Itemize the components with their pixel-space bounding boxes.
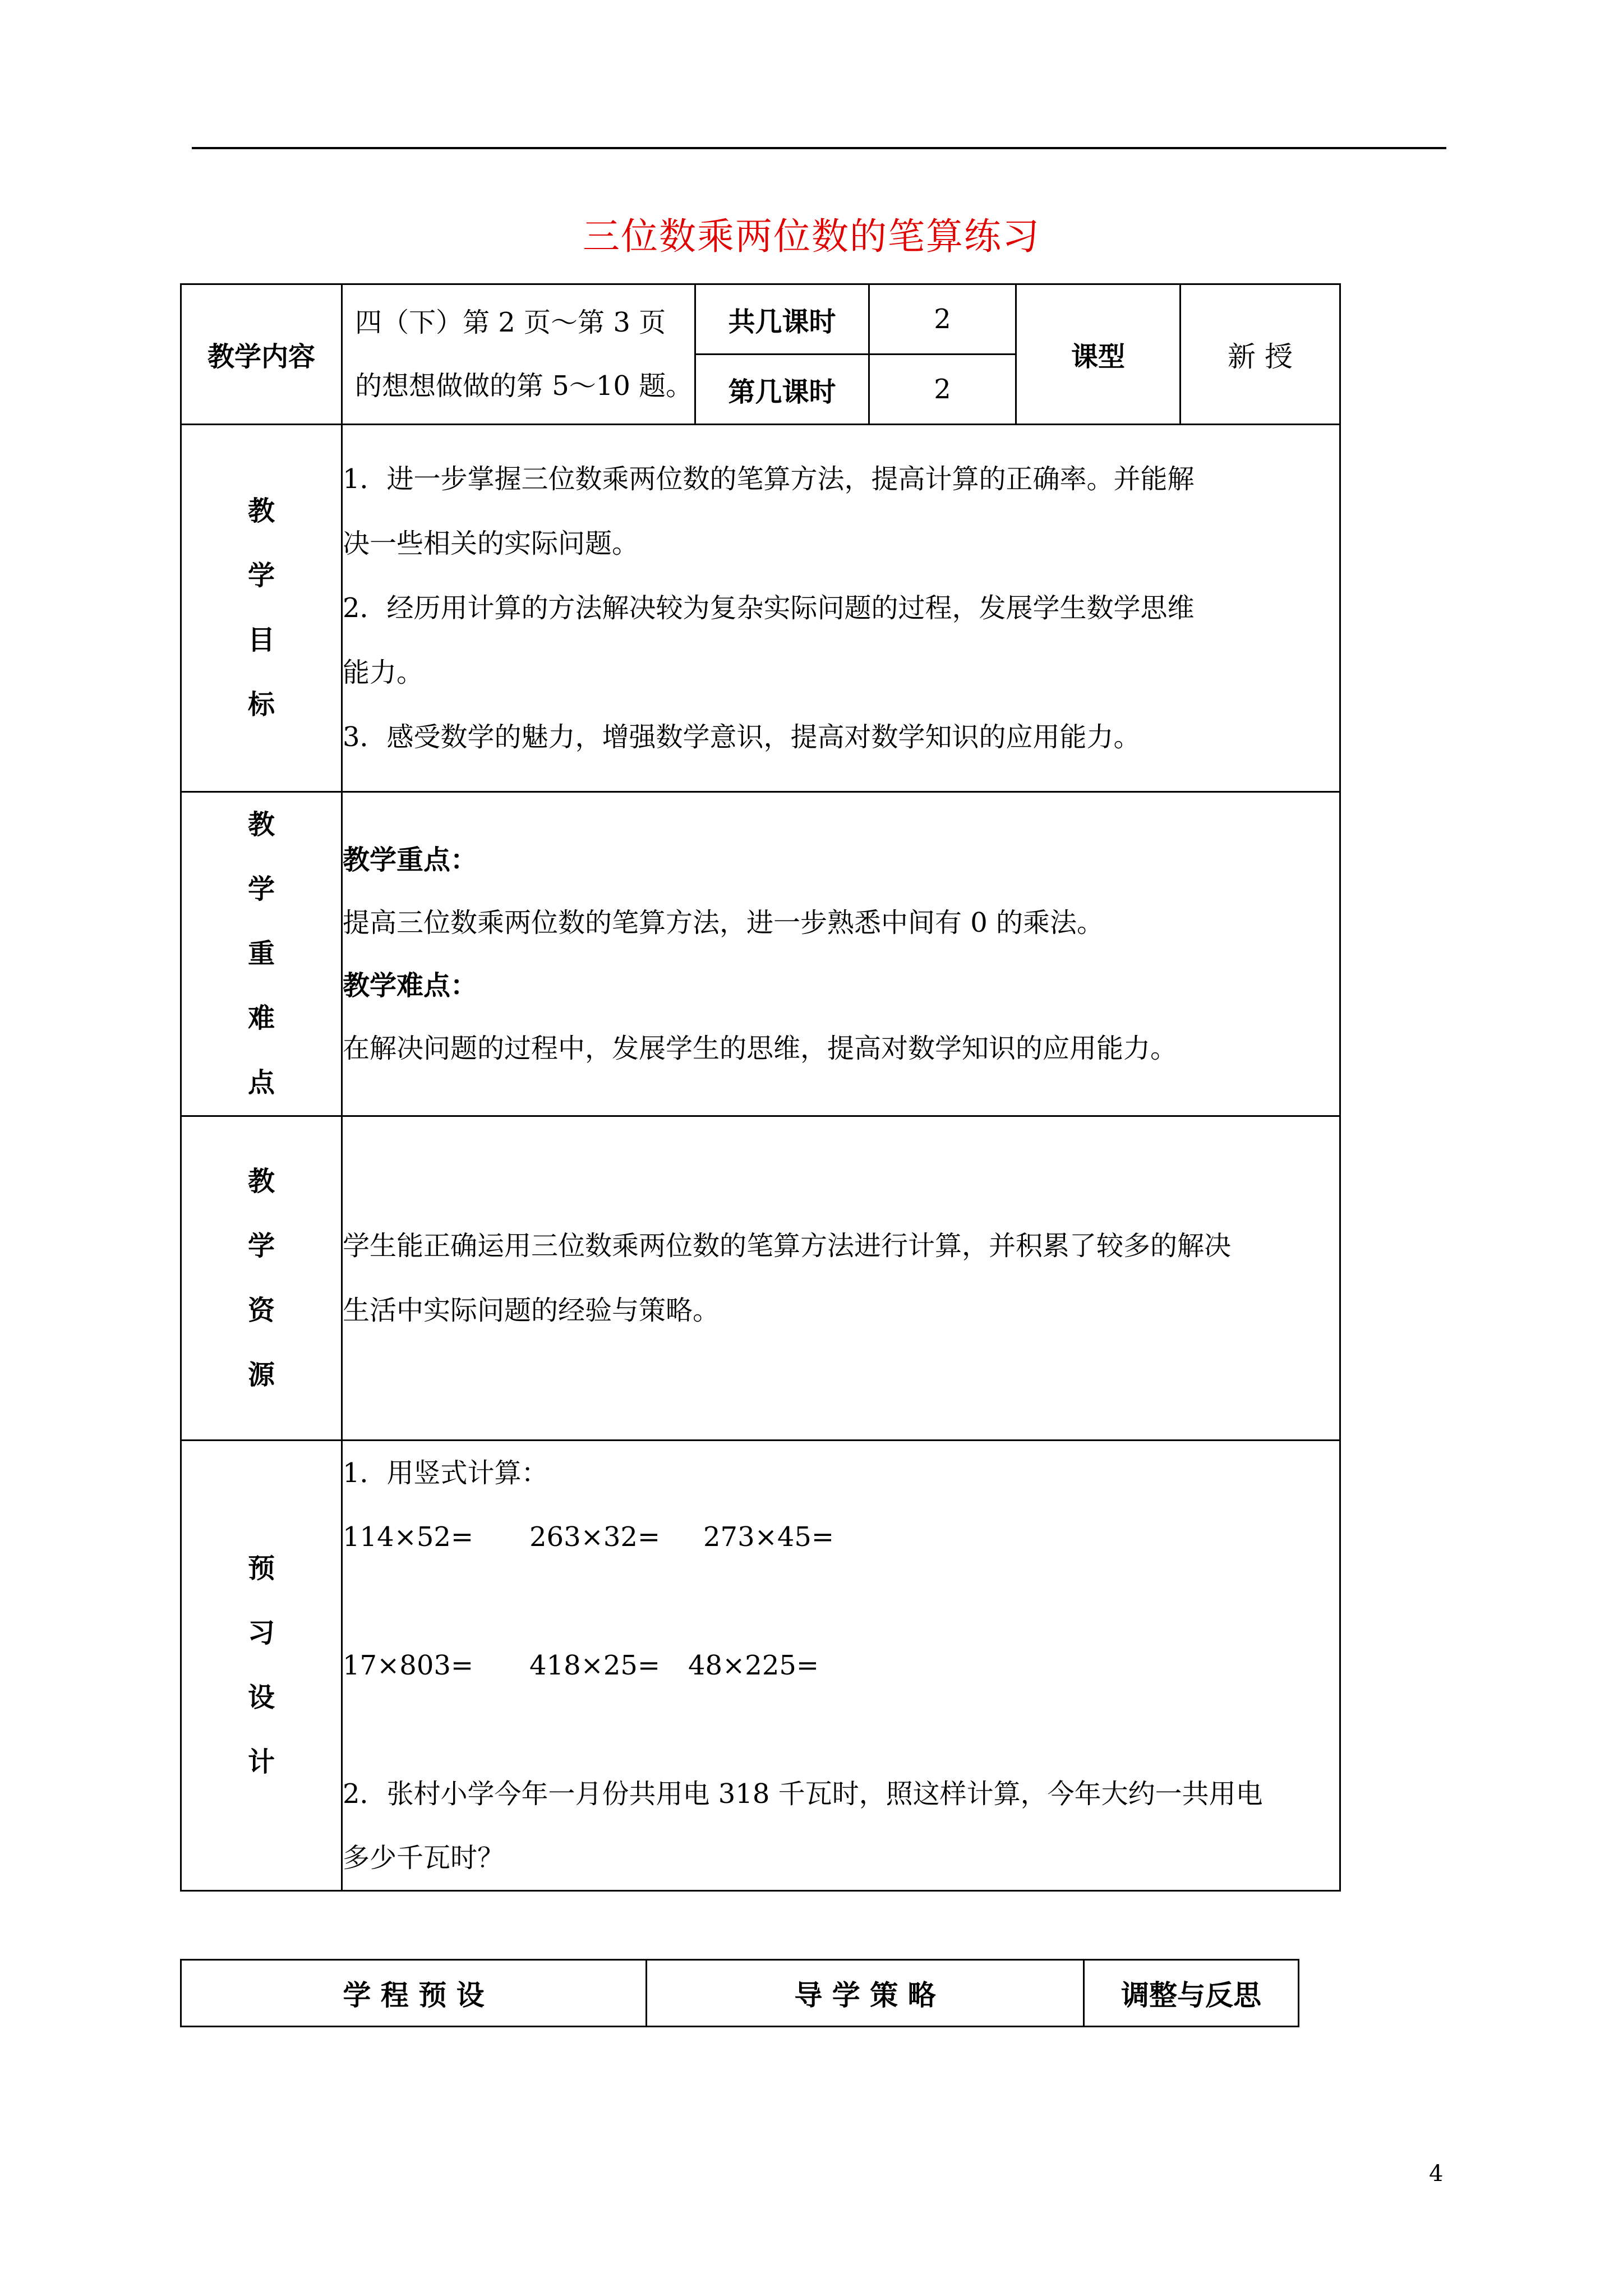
label-char: 学 — [247, 873, 275, 905]
word-problem-line: 2．张村小学今年一月份共用电 318 千瓦时，照这样计算，今年大约一共用电 — [343, 1778, 1263, 1810]
word-problem-line: 多少千瓦时？ — [343, 1842, 505, 1874]
work-space — [343, 1569, 1339, 1634]
total-lessons-label: 共几课时 — [695, 284, 869, 355]
goal-line: 决一些相关的实际问题。 — [343, 527, 639, 559]
lesson-plan-table — [180, 283, 1341, 1892]
content-text — [342, 284, 695, 425]
goal-line: 1．进一步掌握三位数乘两位数的笔算方法，提高计算的正确率。并能解 — [343, 463, 1195, 495]
exercise-item: 418×25= — [529, 1650, 661, 1681]
label-char: 难 — [247, 1002, 275, 1034]
page-number: 4 — [1429, 2161, 1444, 2187]
type-value: 新 授 — [1181, 284, 1340, 425]
content-line: 四（下）第 2 页～第 3 页 — [355, 306, 666, 338]
label-char: 教 — [247, 1165, 275, 1197]
goals-content — [342, 425, 1340, 792]
key-points-label — [181, 792, 342, 1116]
process-header-table — [180, 1959, 1299, 2027]
preview-content — [342, 1441, 1340, 1891]
key-points-content — [342, 792, 1340, 1116]
label-char: 重 — [247, 938, 275, 969]
exercise-item: 263×32= — [529, 1521, 661, 1553]
key-point-text: 提高三位数乘两位数的笔算方法，进一步熟悉中间有 0 的乘法。 — [343, 907, 1104, 938]
goal-line: 3．感受数学的魅力，增强数学意识，提高对数学知识的应用能力。 — [343, 721, 1141, 753]
resources-line: 生活中实际问题的经验与策略。 — [343, 1294, 720, 1326]
header-rule — [192, 147, 1446, 149]
key-point-heading: 教学重点： — [343, 844, 478, 876]
label-char: 预 — [247, 1553, 275, 1584]
content-line: 的想想做做的第 5～10 题。 — [355, 370, 693, 402]
page-title: 三位数乘两位数的笔算练习 — [583, 215, 1040, 258]
exercise-item: 273×45= — [703, 1521, 834, 1553]
label-char: 计 — [247, 1746, 275, 1778]
resources-label — [181, 1116, 342, 1441]
resources-line: 学生能正确运用三位数乘两位数的笔算方法进行计算，并积累了较多的解决 — [343, 1230, 1232, 1262]
label-char: 点 — [247, 1067, 275, 1098]
strategy-column-header: 导 学 策 略 — [647, 1960, 1084, 2027]
label-char: 学 — [247, 1230, 275, 1262]
label-char: 标 — [247, 689, 275, 720]
exercise-title: 1．用竖式计算： — [343, 1457, 548, 1489]
goal-line: 能力。 — [343, 656, 424, 688]
resources-content — [342, 1116, 1340, 1441]
goal-line: 2．经历用计算的方法解决较为复杂实际问题的过程，发展学生数学思维 — [343, 592, 1195, 624]
label-char: 资 — [247, 1294, 275, 1326]
label-char: 习 — [247, 1617, 275, 1649]
process-column-header: 学 程 预 设 — [181, 1960, 647, 2027]
exercise-row — [343, 1634, 1339, 1697]
label-char: 源 — [247, 1359, 275, 1391]
exercise-item: 48×225= — [688, 1650, 819, 1681]
reflection-column-header: 调整与反思 — [1084, 1960, 1299, 2027]
label-char: 目 — [247, 624, 275, 656]
exercise-item: 17×803= — [343, 1650, 474, 1681]
label-char: 设 — [247, 1682, 275, 1713]
difficult-point-text: 在解决问题的过程中，发展学生的思维，提高对数学知识的应用能力。 — [343, 1032, 1178, 1064]
lesson-number-label: 第几课时 — [695, 355, 869, 425]
lesson-number-value: 2 — [869, 355, 1016, 425]
label-char: 学 — [247, 560, 275, 591]
label-char: 教 — [247, 495, 275, 527]
goals-label — [181, 425, 342, 792]
exercise-row — [343, 1505, 1339, 1569]
exercise-item: 114×52= — [343, 1521, 474, 1553]
preview-label — [181, 1441, 342, 1891]
content-label: 教学内容 — [181, 284, 342, 425]
type-label: 课型 — [1016, 284, 1181, 425]
work-space — [343, 1697, 1339, 1762]
difficult-point-heading: 教学难点： — [343, 969, 478, 1001]
total-lessons-value: 2 — [869, 284, 1016, 355]
label-char: 教 — [247, 809, 275, 840]
